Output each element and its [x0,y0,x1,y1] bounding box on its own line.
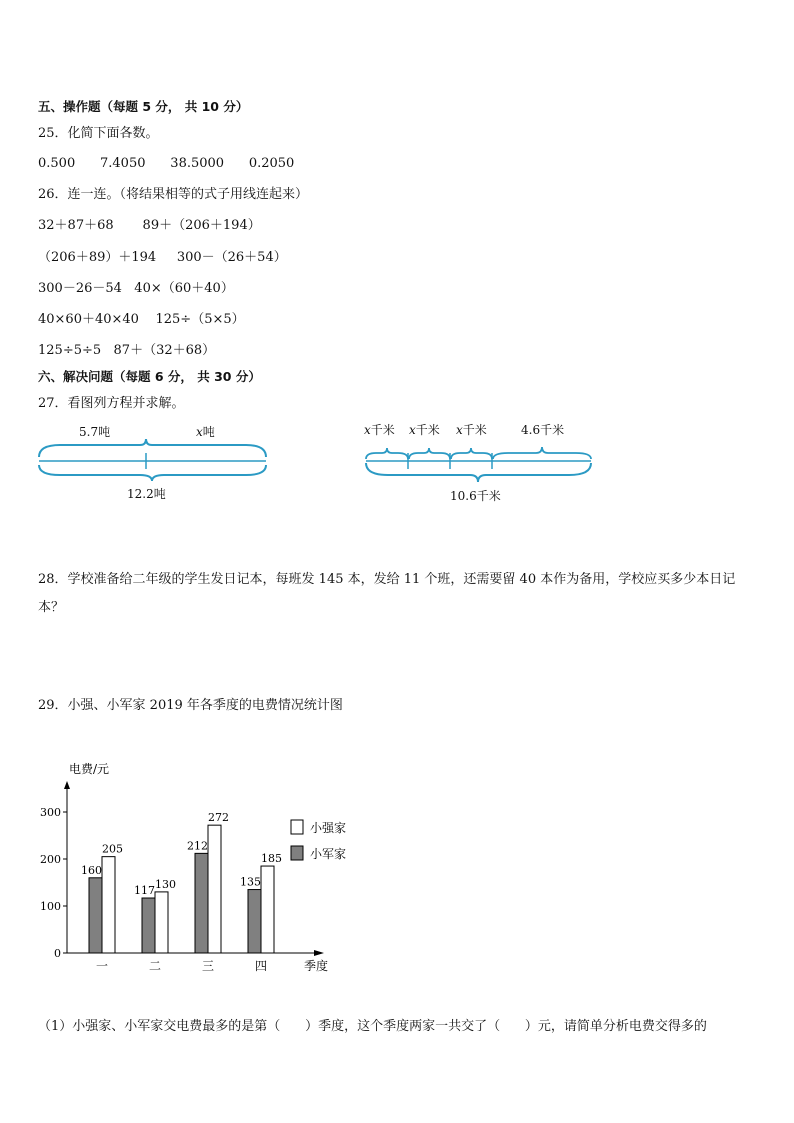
bar [155,892,168,953]
variable-x: x [456,423,463,437]
q26-row: 125÷5÷5 87＋（32＋68） [38,343,216,358]
q25-numbers: 0.500 7.4050 38.5000 0.2050 [38,156,295,171]
bar [89,878,102,953]
diagram2-total-label: 10.6千米 [450,489,501,503]
bar-value-label: 212 [187,839,208,853]
unit-label: 千米 [462,423,487,437]
unit-label: 吨 [202,425,215,439]
section6-heading: 六、解决问题（每题 6 分， 共 30 分） [38,369,261,384]
bar-value-label: 185 [261,852,282,866]
bar-value-label: 117 [134,884,155,898]
x-tick-label: 四 [254,959,268,973]
q25-prompt: 25．化简下面各数。 [38,126,159,141]
y-tick-label: 100 [40,900,61,913]
x-tick-label: 一 [95,959,109,973]
x-tick-label: 三 [201,959,215,973]
unit-label: 千米 [370,423,395,437]
q27-prompt: 27．看图列方程并求解。 [38,396,185,411]
diagram1-total-label: 12.2吨 [127,487,166,501]
unit-label: 千米 [415,423,440,437]
diagram2-segment-label [409,421,440,438]
diagram2-segment-label [364,421,395,438]
q26-row: 32＋87＋68 89＋（206＋194） [38,218,261,233]
y-tick-label: 300 [40,806,61,819]
legend-label: 小强家 [310,821,347,835]
bar [248,890,261,953]
diagram1-part1-label: 5.7吨 [79,425,111,439]
bar-value-label: 135 [240,875,261,889]
variable-x: x [364,423,371,437]
bar-value-label: 130 [155,877,176,891]
q29-sub1: （1）小强家、小军家交电费最多的是第（ ）季度，这个季度两家一共交了（ ）元，请简单分析电费交得多的 [38,1019,707,1034]
diagram2-segment-label [456,421,487,438]
bar-value-label: 205 [102,842,123,856]
y-tick-label: 200 [40,853,61,866]
bar-value-label: 160 [81,863,102,877]
y-tick-label: 0 [54,947,61,960]
electricity-bar-chart [0,755,794,985]
bar [208,825,221,953]
x-axis-arrow [314,950,324,956]
section5-heading: 五、操作题（每题 5 分， 共 10 分） [38,99,249,114]
q26-row: 40×60＋40×40 125÷（5×5） [38,312,245,327]
bar [102,857,115,953]
variable-x: x [409,423,416,437]
bar-value-label: 272 [208,811,229,825]
legend-swatch [291,846,303,860]
x-axis-label: 季度 [304,959,329,973]
segment-diagram-2 [0,415,794,535]
variable-x: x [196,425,203,439]
q26-prompt: 26．连一连。（将结果相等的式子用线连起来） [38,187,309,202]
bar [261,866,274,953]
diagram2-part4-label: 4.6千米 [521,423,565,437]
q29-title: 29．小强、小军家 2019 年各季度的电费情况统计图 [38,698,343,713]
bar [142,898,155,953]
x-tick-label: 二 [148,959,162,973]
y-axis-label: 电费/元 [69,762,110,776]
legend-swatch [291,820,303,834]
bar [195,853,208,953]
q28-text: 28．学校准备给二年级的学生发日记本，每班发 145 本，发给 11 个班，还需要留 40 本作为备用，学校应买多少本日记本？ [38,572,736,615]
q26-row: 300－26－54 40×（60＋40） [38,281,234,296]
y-axis-arrow [64,781,70,789]
legend-label: 小军家 [310,847,347,861]
q26-row: （206＋89）＋194 300－（26＋54） [38,250,287,265]
